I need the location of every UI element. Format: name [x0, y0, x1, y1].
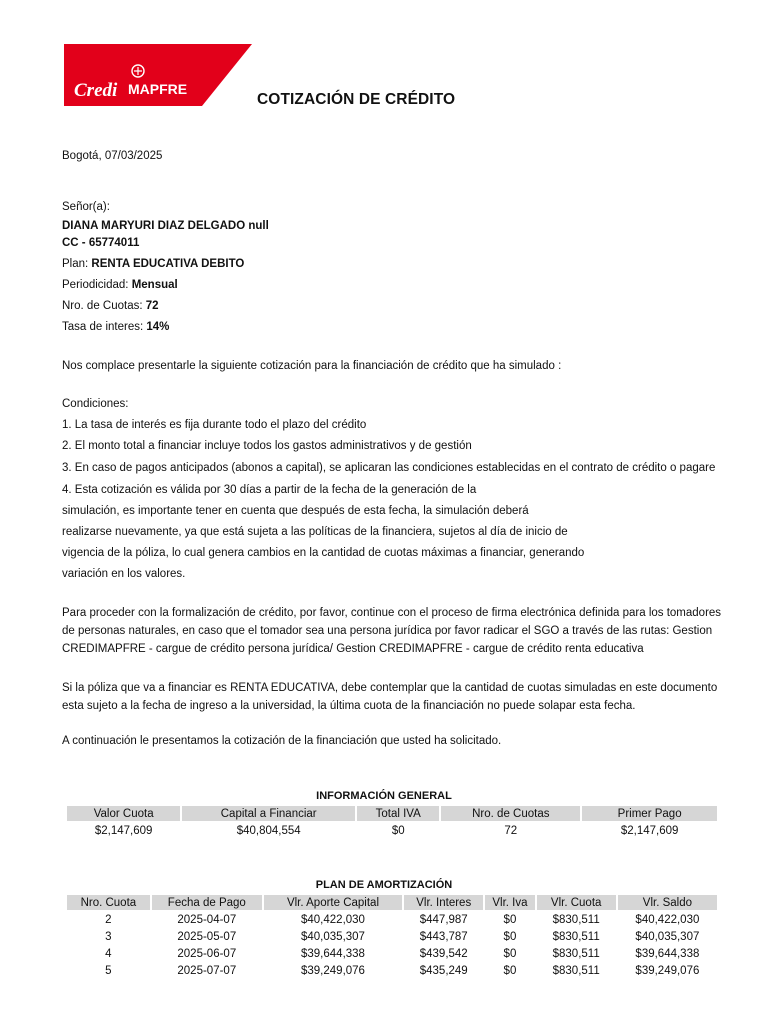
- salutation: Señor(a):: [62, 201, 110, 213]
- table-cell: 2025-06-07: [177, 947, 237, 960]
- table-row: [67, 823, 717, 838]
- column-header: Capital a Financiar: [182, 806, 355, 821]
- condition-line: 3. En caso de pagos anticipados (abonos a capital), se aplicaran las condiciones establecidas en el contrato de crédito o pagare: [62, 462, 716, 474]
- table-cell: $830,511: [552, 913, 600, 926]
- logo-script-text: Credi: [74, 80, 118, 101]
- credimapfre-logo: [64, 44, 252, 106]
- table-cell: $0: [503, 930, 517, 943]
- periodicidad-label: Periodicidad:: [62, 279, 132, 291]
- table-cell: $40,422,030: [635, 913, 700, 926]
- tasa-value: 14%: [146, 321, 170, 333]
- table-cell: $39,644,338: [635, 947, 700, 960]
- column-header: Vlr. Saldo: [618, 895, 717, 910]
- table-cell: $435,249: [419, 964, 468, 977]
- document-title: COTIZACIÓN DE CRÉDITO: [257, 91, 456, 108]
- column-header: Vlr. Cuota: [537, 895, 616, 910]
- table-cell: 3: [105, 930, 112, 943]
- plan-value: RENTA EDUCATIVA DEBITO: [91, 258, 245, 270]
- logo-bold-text: MAPFRE: [128, 81, 188, 97]
- table-cell: $40,035,307: [301, 930, 365, 943]
- table-header-row: [67, 806, 717, 821]
- info-general-table: [65, 804, 719, 840]
- plan-row: [62, 258, 244, 270]
- table-cell: $443,787: [419, 930, 468, 943]
- continuacion-text: A continuación le presentamos la cotización de la financiación que usted ha solicitado.: [62, 735, 502, 747]
- tasa-label: Tasa de interes:: [62, 321, 147, 333]
- cuotas-label: Nro. de Cuotas:: [62, 300, 146, 312]
- column-header: Total IVA: [357, 806, 439, 821]
- condition-line: variación en los valores.: [62, 568, 186, 580]
- table-row: [67, 946, 717, 961]
- column-header: Fecha de Pago: [152, 895, 262, 910]
- table-row: [67, 929, 717, 944]
- column-header: Nro. Cuota: [67, 895, 150, 910]
- table-row: [67, 912, 717, 927]
- column-header: Primer Pago: [582, 806, 717, 821]
- periodicidad-row: [62, 279, 178, 291]
- column-header: Vlr. Interes: [404, 895, 483, 910]
- renta-educativa-paragraph: Si la póliza que va a financiar es RENTA EDUCATIVA, debe contemplar que la cantidad de cuotas simuladas en este documento esta sujeto a la fecha de ingreso a la universidad, la última cuota de la financiación no puede solapar esta fecha.: [62, 682, 718, 712]
- valor-cuota-cell: $2,147,609: [94, 824, 153, 837]
- condition-line: realizarse nuevamente, ya que está sujeta a las políticas de la financiera, sujetos al día de inicio de: [62, 526, 568, 538]
- table-cell: $447,987: [419, 913, 468, 926]
- column-header: Vlr. Iva: [485, 895, 534, 910]
- table-cell: $0: [503, 913, 517, 926]
- condition-line: 4. Esta cotización es válida por 30 días a partir de la fecha de la generación de la: [62, 484, 477, 496]
- cuotas-row: [62, 300, 159, 312]
- table-header-row: [67, 895, 717, 910]
- conditions-heading: Condiciones:: [62, 398, 129, 410]
- condition-line: vigencia de la póliza, lo cual genera cambios en la cantidad de cuotas máximas a financiar, generando: [62, 547, 585, 559]
- table-cell: 2025-04-07: [177, 913, 237, 926]
- table-row: [67, 963, 717, 978]
- cuotas-value: 72: [145, 300, 159, 312]
- info-general-title: INFORMACIÓN GENERAL: [316, 790, 452, 802]
- table-cell: $439,542: [419, 947, 468, 960]
- condition-line: 2. El monto total a financiar incluye todos los gastos administrativos y de gestión: [62, 440, 472, 452]
- table-cell: $830,511: [552, 930, 600, 943]
- capital-financiar-cell: $40,804,554: [236, 824, 301, 837]
- place-date: Bogotá, 07/03/2025: [62, 150, 163, 162]
- table-cell: 2025-05-07: [177, 930, 237, 943]
- recipient-id: CC - 65774011: [62, 237, 140, 249]
- table-cell: 4: [105, 947, 112, 960]
- plan-label: Plan:: [62, 258, 92, 270]
- table-cell: $39,249,076: [635, 964, 700, 977]
- amortizacion-table: [65, 893, 719, 980]
- condition-line: 1. La tasa de interés es fija durante todo el plazo del crédito: [62, 419, 367, 431]
- tasa-row: [62, 321, 169, 333]
- periodicidad-value: Mensual: [131, 279, 178, 291]
- table-cell: $0: [503, 947, 517, 960]
- table-cell: $0: [503, 964, 517, 977]
- column-header: Vlr. Aporte Capital: [264, 895, 402, 910]
- table-cell: $40,422,030: [301, 913, 365, 926]
- logo-banner: [64, 44, 252, 106]
- table-cell: 2: [105, 913, 112, 926]
- table-cell: $40,035,307: [635, 930, 700, 943]
- table-cell: $830,511: [552, 947, 600, 960]
- column-header: Nro. de Cuotas: [441, 806, 580, 821]
- amortizacion-title: PLAN DE AMORTIZACIÓN: [315, 879, 453, 891]
- table-cell: $830,511: [552, 964, 600, 977]
- nro-cuotas-cell: 72: [504, 824, 518, 837]
- table-cell: 5: [105, 964, 112, 977]
- table-cell: $39,249,076: [301, 964, 365, 977]
- condition-line: simulación, es importante tener en cuenta que después de esta fecha, la simulación deberá: [62, 505, 529, 517]
- formalizacion-paragraph: Para proceder con la formalización de crédito, por favor, continue con el proceso de firma electrónica definida para los tomadores de personas naturales, en caso que el tomador sea una persona jurídica por favor radicar el SGO a través de las rutas: Gestion CREDIMAPFRE - cargue de crédito persona jurídica/ Gestion CREDIMAPFRE - cargue de crédito renta educativa: [62, 607, 722, 655]
- table-cell: 2025-07-07: [177, 964, 237, 977]
- recipient-name: DIANA MARYURI DIAZ DELGADO null: [62, 220, 269, 232]
- column-header: Valor Cuota: [67, 806, 180, 821]
- table-cell: $39,644,338: [301, 947, 365, 960]
- intro-text: Nos complace presentarle la siguiente cotización para la financiación de crédito que ha simulado :: [62, 360, 562, 372]
- primer-pago-cell: $2,147,609: [620, 824, 679, 837]
- total-iva-cell: $0: [391, 824, 405, 837]
